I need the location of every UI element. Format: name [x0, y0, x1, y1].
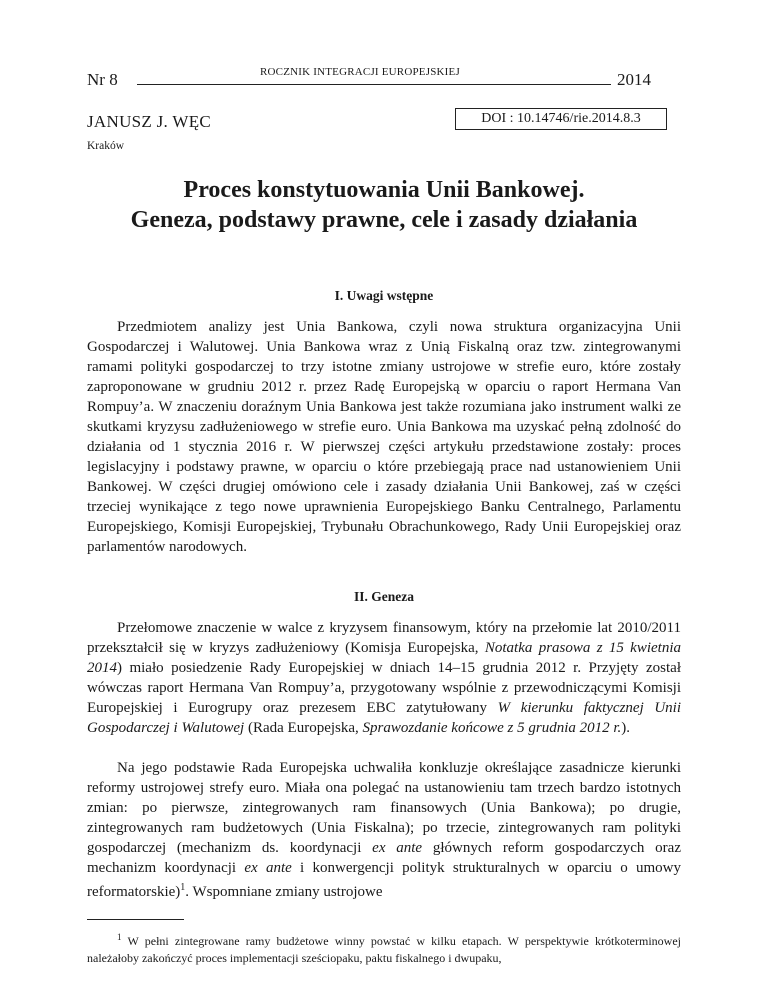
header-rule-right	[257, 84, 611, 85]
title-line-2: Geneza, podstawy prawne, cele i zasady działania	[130, 207, 638, 233]
article-title	[87, 175, 681, 235]
p1-text-e: (Rada Europejska,	[244, 720, 363, 736]
p1-text-g: ).	[621, 720, 631, 736]
p1-italic-d: W kierunku faktycznej Unii Gospodarczej i Walutowej	[87, 700, 681, 736]
p1-text-a: Przełomowe znaczenie w walce z kryzysem finansowym, który na przełomie lat 2010/2011 przekształcił się w kryzys zadłużeniowy (Komisja Europejska,	[87, 620, 681, 656]
p2-text-c: głównych reform gospodarczych oraz mechanizm koordynacji	[87, 840, 681, 876]
title-line-1: Proces konstytuowania Unii Bankowej.	[183, 177, 585, 203]
section-2-paragraph-2	[87, 758, 681, 902]
footnote-1	[87, 929, 681, 967]
p2-text-f: . Wspomniane zmiany ustrojowe	[185, 884, 383, 900]
p2-text-e: i konwergencji polityk strukturalnych w oparciu o umowy reformatorskie)	[87, 860, 681, 900]
p2-italic-b: ex ante	[372, 840, 423, 856]
p2-text-a: Na jego podstawie Rada Europejska uchwaliła konkluzje określające zasadnicze kierunki reformy ustrojowej strefy euro. Miała ona polegać na ustanowieniu tam trzech bardzo istotnych zmian: po pierwsze, zintegrowanych ram finansowych (Unia Bankowa); po drugie, zintegrowanych ram budżetowych (Unia Fiskalna); po trzecie, zintegrowanych ram polityki gospodarczej (mechanizm ds. koordynacji	[87, 760, 681, 856]
footnote-ref-1[interactable]: 1	[180, 882, 186, 893]
journal-title: ROCZNIK INTEGRACJI EUROPEJSKIEJ	[260, 66, 460, 78]
p1-italic-f: Sprawozdanie końcowe z 5 grudnia 2012 r.	[362, 720, 622, 736]
section-2-paragraph-1	[87, 618, 681, 738]
footnote-text: W pełni zintegrowane ramy budżetowe winny powstać w kilku etapach. W perspektywie krótkoterminowej należałoby zakończyć proces implementacji sześciopaku, paktu fiskalnego i dwupaku,	[87, 934, 681, 965]
p2-italic-d: ex ante	[244, 860, 292, 876]
year: 2014	[617, 70, 651, 89]
p1-text-c: ) miało posiedzenie Rady Europejskiej w dniach 14–15 grudnia 2012 r. Przyjęty został wówczas raport Hermana Van Rompuy’a, przygotowany wspólnie z przewodniczącymi Komisji Europejskiej i Eurogrupy oraz prezesem EBC zatytułowany	[87, 660, 681, 716]
footnote-rule	[87, 919, 184, 920]
section-heading-1: I. Uwagi wstępne	[334, 288, 434, 303]
header-rule-left	[137, 84, 257, 85]
author-name: JANUSZ J. WĘC	[87, 112, 212, 131]
p1-italic-b: Notatka prasowa z 15 kwietnia 2014	[87, 640, 681, 676]
section-1-paragraph: Przedmiotem analizy jest Unia Bankowa, czyli nowa struktura organizacyjna Unii Gospodarczej i Walutowej. Unia Bankowa wraz z Unią Fiskalną oraz tzw. zintegrowanymi ramami polityki gospodarczej to trzy istotne zmiany ustrojowe w strefie euro, które zostały zaproponowane w grudniu 2012 r. przez Radę Europejską w oparciu o raport Hermana Van Rompuy’a. W znaczeniu doraźnym Unia Bankowa jest także rozumiana jako instrument walki ze skutkami kryzysu zadłużeniowego w strefie euro. Unia Bankowa ma uzyskać pełną zdolność do działania od 1 stycznia 2016 r. W pierwszej części artykułu przedstawione zostały: proces legislacyjny i podstawy prawne, w oparciu o które przebiegają prace nad ustanowieniem Unii Bankowej. W części drugiej omówiono cele i zasady działania Unii Bankowej, zaś w części trzeciej wynikające z tego nowe uprawnienia Europejskiego Banku Centralnego, Parlamentu Europejskiego, Komisji Europejskiej, Trybunału Obrachunkowego, Rady Unii Europejskiej oraz parlamentów narodowych.	[87, 319, 681, 555]
doi-box: DOI : 10.14746/rie.2014.8.3	[455, 108, 667, 130]
section-heading-2: II. Geneza	[354, 589, 414, 604]
author-city: Kraków	[87, 140, 125, 152]
issue-number: Nr 8	[87, 70, 118, 89]
footnote-number: 1	[117, 932, 122, 942]
